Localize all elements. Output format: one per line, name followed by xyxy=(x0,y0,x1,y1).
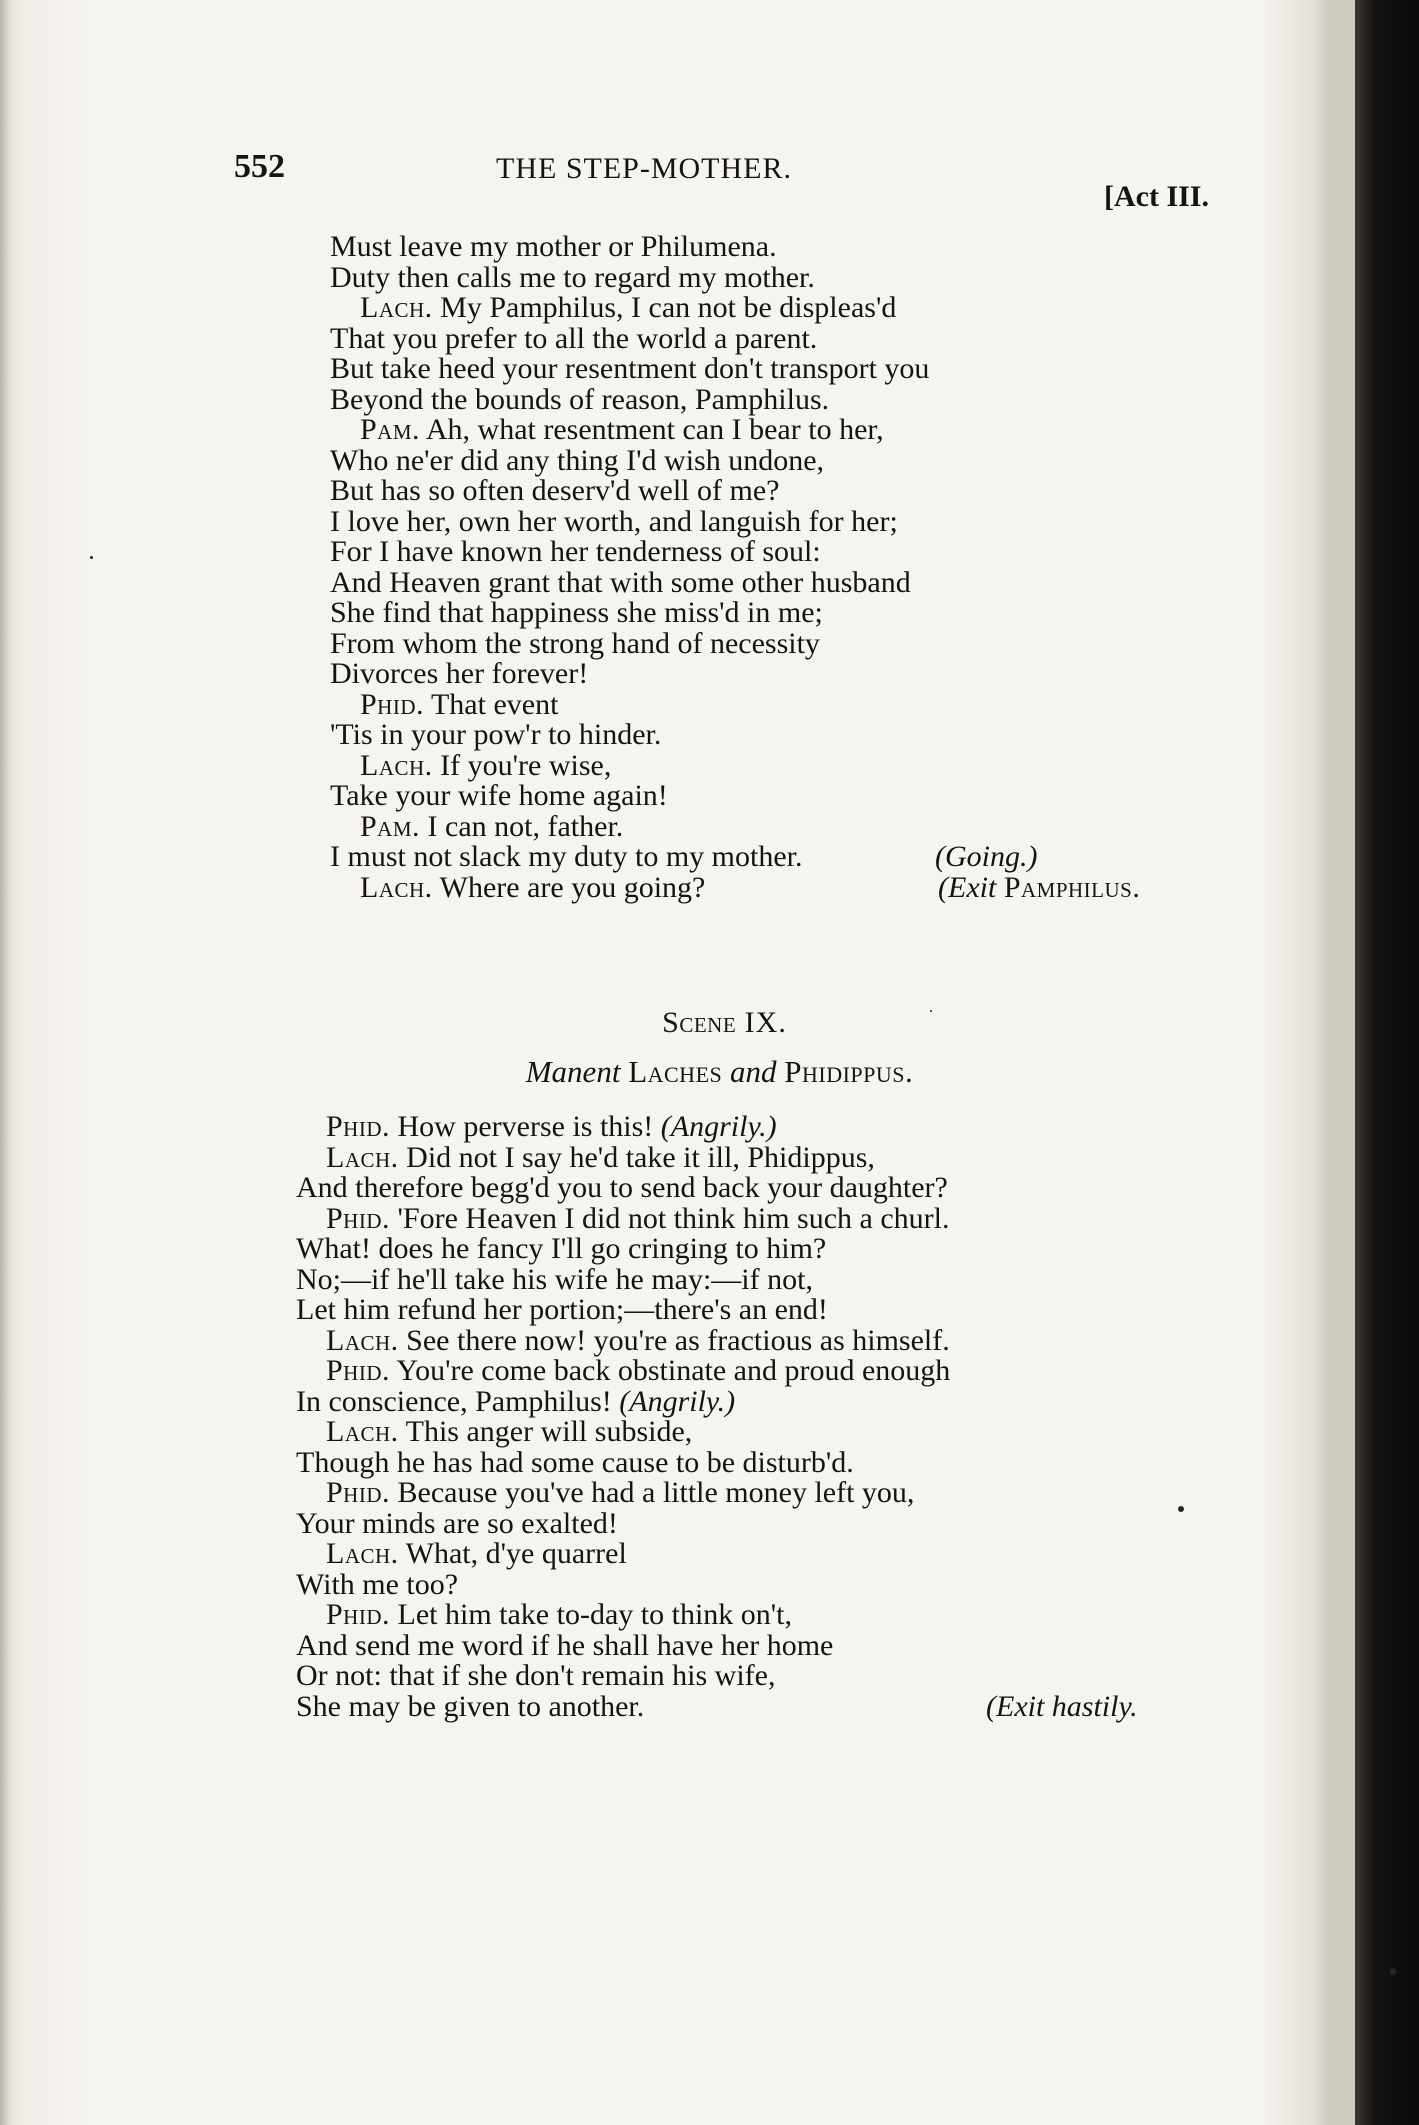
verse-line: But has so often deserv'd well of me? xyxy=(330,474,780,507)
verse-line: And Heaven grant that with some other husband xyxy=(330,565,911,599)
verse-line: Phid. How perverse is this! (Angrily.) xyxy=(326,1110,777,1143)
dialogue-block-2 xyxy=(296,1110,1138,1723)
speaker-name: Lach. xyxy=(326,1140,399,1174)
speaker-name: Lach. xyxy=(360,748,433,782)
verse-line: Your minds are so exalted! xyxy=(296,1506,618,1540)
dialogue-block-1 xyxy=(330,230,1141,904)
verse-line: I must not slack my duty to my mother. (Going.) xyxy=(330,840,1038,873)
verse-line: That you prefer to all the world a parent. xyxy=(330,321,818,355)
stage-direction: (Angrily.) xyxy=(619,1384,736,1418)
verse-line: But take heed your resentment don't transport you xyxy=(330,352,930,385)
verse-line: Let him refund her portion;—there's an end! xyxy=(296,1293,828,1326)
speaker-name: Phid. xyxy=(360,687,425,721)
speaker-name: Lach. xyxy=(360,291,433,324)
verse-line: Lach. If you're wise, xyxy=(360,748,612,782)
verse-line: She find that happiness she miss'd in me; xyxy=(330,596,823,629)
scene-heading: Scene IX. xyxy=(662,1006,787,1039)
verse-line: Duty then calls me to regard my mother. xyxy=(330,260,815,294)
verse-line: In conscience, Pamphilus! (Angrily.) xyxy=(296,1384,736,1418)
speaker-name: Phid. xyxy=(326,1201,391,1235)
scene-persons: Manent Laches and Phidippus. xyxy=(525,1054,914,1089)
stage-direction: (Going.) xyxy=(935,840,1038,873)
verse-line: Though he has had some cause to be disturb'd. xyxy=(296,1445,854,1479)
verse-line: Divorces her forever! xyxy=(330,657,589,690)
verse-line: Phid. You're come back obstinate and proud enough xyxy=(326,1354,951,1387)
verse-line: Phid. Because you've had a little money left you, xyxy=(326,1476,915,1509)
stage-direction: (Exit xyxy=(938,870,997,904)
verse-line: Beyond the bounds of reason, Pamphilus. xyxy=(330,382,830,416)
verse-line: For I have known her tenderness of soul: xyxy=(330,535,821,568)
speaker-name: Pam. xyxy=(360,809,421,843)
verse-line: Must leave my mother or Philumena. xyxy=(330,230,777,263)
speaker-name: Lach. xyxy=(360,870,433,904)
speaker-name: Lach. xyxy=(326,1415,399,1448)
verse-line: Lach. Where are you going? (Exit Pamphilus. xyxy=(360,870,1141,904)
verse-line: Pam. Ah, what resentment can I bear to her, xyxy=(360,413,884,446)
verse-line: And send me word if he shall have her home xyxy=(296,1628,834,1662)
speaker-name: Phid. xyxy=(326,1598,391,1631)
verse-line: And therefore begg'd you to send back your daughter? xyxy=(296,1171,948,1204)
stage-direction-name: Pamphilus. xyxy=(1003,870,1141,904)
verse-line: Pam. I can not, father. xyxy=(360,809,624,843)
verse-line: Lach. See there now! you're as fractious as himself. xyxy=(326,1323,950,1357)
speaker-name: Lach. xyxy=(326,1537,399,1570)
speaker-name: Phid. xyxy=(326,1354,391,1387)
verse-line: Lach. Did not I say he'd take it ill, Phidippus, xyxy=(326,1140,875,1174)
verse-line: She may be given to another. (Exit hastily. xyxy=(296,1689,1138,1723)
verse-line: Who ne'er did any thing I'd wish undone, xyxy=(330,443,825,477)
running-title: THE STEP-MOTHER. xyxy=(496,152,792,185)
verse-line: Phid. 'Fore Heaven I did not think him such a churl. xyxy=(326,1201,950,1235)
verse-line: Lach. My Pamphilus, I can not be displeas'd xyxy=(360,291,897,324)
verse-line: Phid. That event xyxy=(360,687,559,721)
page-header xyxy=(234,148,1254,213)
verse-line: I love her, own her worth, and languish for her; xyxy=(330,504,898,538)
speaker-name: Lach. xyxy=(326,1323,399,1357)
page-number: 552 xyxy=(234,148,285,185)
print-speck xyxy=(1178,1506,1184,1512)
act-label: [Act III. xyxy=(1104,180,1209,213)
verse-line: Lach. This anger will subside, xyxy=(326,1415,693,1448)
verse-line: 'Tis in your pow'r to hinder. xyxy=(330,718,662,751)
verse-line: With me too? xyxy=(296,1567,459,1601)
verse-line: What! does he fancy I'll go cringing to him? xyxy=(296,1232,827,1265)
stage-direction: (Exit hastily. xyxy=(986,1689,1138,1723)
verse-line: Take your wife home again! xyxy=(330,779,668,812)
verse-line: From whom the strong hand of necessity xyxy=(330,626,820,660)
print-speck xyxy=(930,1010,932,1012)
verse-line: No;—if he'll take his wife he may:—if not, xyxy=(296,1262,813,1296)
verse-line: Or not: that if she don't remain his wife, xyxy=(296,1659,776,1692)
stage-direction: (Angrily.) xyxy=(660,1110,777,1143)
verse-line: Lach. What, d'ye quarrel xyxy=(326,1537,627,1570)
speaker-name: Phid. xyxy=(326,1110,391,1143)
print-speck xyxy=(1390,1968,1396,1975)
speaker-name: Phid. xyxy=(326,1476,391,1509)
speaker-name: Pam. xyxy=(360,413,421,446)
print-speck xyxy=(90,556,93,559)
verse-line: Phid. Let him take to-day to think on't, xyxy=(326,1598,793,1631)
